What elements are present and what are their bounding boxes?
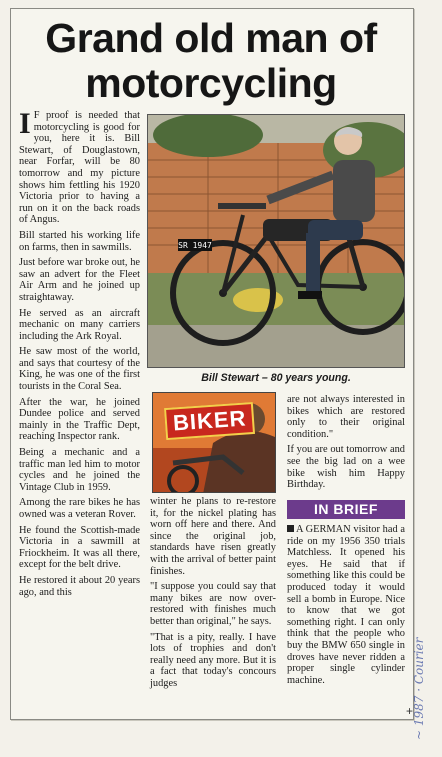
paragraph: "That is a pity, really. I have lots of trophies and don't really need any more. But it is a fact that today's concours judges: [150, 631, 276, 689]
paragraph: Being a mechanic and a traffic man led him to motor cycles and he joined the Vintage Club in 1959.: [19, 447, 140, 493]
paragraph: Among the rare bikes he has owned was a veteran Rover.: [19, 497, 140, 520]
motorcycle-photo: [147, 114, 405, 368]
in-brief-body: [287, 524, 405, 690]
paragraph: are not always interested in bikes which are restored only to their original condition.": [287, 394, 405, 440]
paragraph: Just before war broke out, he saw an advert for the Fleet Air Arm and he joined up straightaway.: [19, 257, 140, 303]
paragraph: winter he plans to re-restore it, for the nickel plating has worn off here and there. And since the original job, standards have risen greatly with the arrival of better paint finishes.: [150, 496, 276, 577]
headline: Grand old man of motorcycling: [45, 15, 377, 106]
paragraph: A GERMAN visitor had a ride on my 1956 350 trials Matchless. It opened his eyes. He said that if something like this could be produced today it would sell a bomb in Europe. Nice to know that we got something right. I can only think that the people who buy the BMW 650 single in droves have never ridden a proper single cylinder machine.: [287, 524, 405, 686]
paragraph: I F proof is needed that motorcycling is good for you, here it is. Bill Stewart, of Douglastown, near Forfar, will be 80 tomorrow and my picture shows him fettling his 1920 Victoria prior to having a run on it on the back roads of Angus.: [19, 107, 140, 226]
corner-mark: +: [406, 704, 414, 718]
paragraph: If you are out tomorrow and see the big lad on a wee bike wish him Happy Birthday.: [287, 444, 405, 491]
paragraph: He served as an aircraft mechanic on many carriers including the Ark Royal.: [19, 307, 140, 342]
paragraph: He saw most of the world, and says that courtesy of the King, he was one of the first tourists in the Coral Sea.: [19, 346, 140, 393]
paragraph: He found the Scottish-made Victoria in a sawmill at Friockheim. It was all there, except for the belt drive.: [19, 524, 140, 571]
photo-caption: Bill Stewart – 80 years young.: [201, 372, 351, 384]
right-column: [287, 394, 405, 495]
left-column: [19, 107, 140, 602]
handwritten-margin-note: ~ 1987 · Courier: [412, 637, 426, 740]
paragraph: "I suppose you could say that many bikes are now over-restored with finishes much better than original," he says.: [150, 581, 276, 627]
biker-column-logo: [152, 392, 276, 493]
bullet-square-icon: [287, 525, 294, 532]
drop-cap: I: [19, 107, 31, 140]
in-brief-heading: IN BRIEF: [287, 500, 405, 519]
paragraph: Bill started his working life on farms, then in sawmills.: [19, 229, 140, 253]
number-plate: SR 1947: [178, 241, 212, 250]
paragraph: He restored it about 20 years ago, and this: [19, 574, 140, 598]
biker-logo-text: BIKER: [164, 402, 255, 440]
motorcycle-illustration: [148, 115, 405, 368]
middle-column: [150, 496, 276, 694]
paragraph: After the war, he joined Dundee police and served mainly in the Traffic Dept, reaching Inspector rank.: [19, 396, 140, 443]
